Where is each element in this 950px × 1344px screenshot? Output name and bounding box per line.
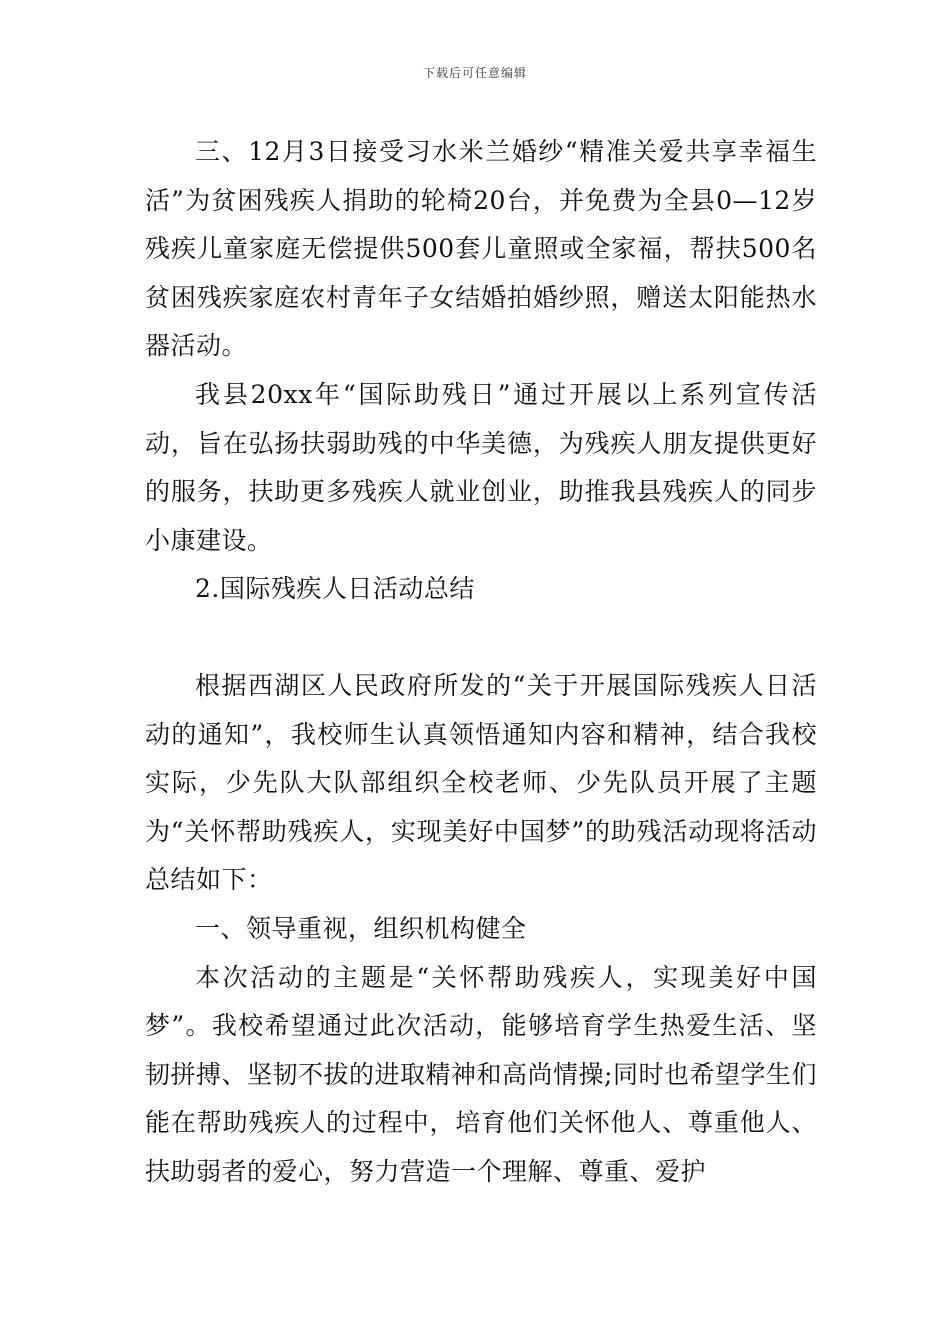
- paragraph-school-intro: 根据西湖区人民政府所发的“关于开展国际残疾人日活动的通知”，我校师生认真领悟通知内容和精神，结合我校实际，少先队大队部组织全校老师、少先队员开展了主题为“关怀帮助残疾人，实现美好中国梦”的助残活动现将活动总结如下：: [145, 670, 817, 895]
- paragraph-county-summary: 我县20xx年“国际助残日”通过开展以上系列宣传活动，旨在弘扬扶弱助残的中华美德，为残疾人朋友提供更好的服务，扶助更多残疾人就业创业，助推我县残疾人的同步小康建设。: [145, 379, 817, 555]
- document-body: [145, 128, 817, 1196]
- blank-line: [145, 614, 817, 662]
- paragraph-event-three: 三、12月3日接受习水米兰婚纱“精准关爱共享幸福生活”为贫困残疾人捐助的轮椅20台，并免费为全县0—12岁残疾儿童家庭无偿提供500套儿童照或全家福，帮扶500名贫困残疾家庭农村青年子女结婚拍婚纱照，赠送太阳能热水器活动。: [145, 137, 817, 361]
- page-header-note: 下载后可任意编辑: [422, 66, 527, 80]
- section-heading-2: 2.国际残疾人日活动总结: [195, 574, 475, 604]
- subheading-leadership: 一、领导重视，组织机构健全: [195, 913, 527, 943]
- paragraph-activity-theme: 本次活动的主题是“关怀帮助残疾人，实现美好中国梦”。我校希望通过此次活动，能够培育学生热爱生活、坚韧拼搏、坚韧不拔的进取精神和高尚情操;同时也希望学生们能在帮助残疾人的过程中，培育他们关怀他人、尊重他人、扶助弱者的爱心，努力营造一个理解、尊重、爱护: [145, 962, 817, 1186]
